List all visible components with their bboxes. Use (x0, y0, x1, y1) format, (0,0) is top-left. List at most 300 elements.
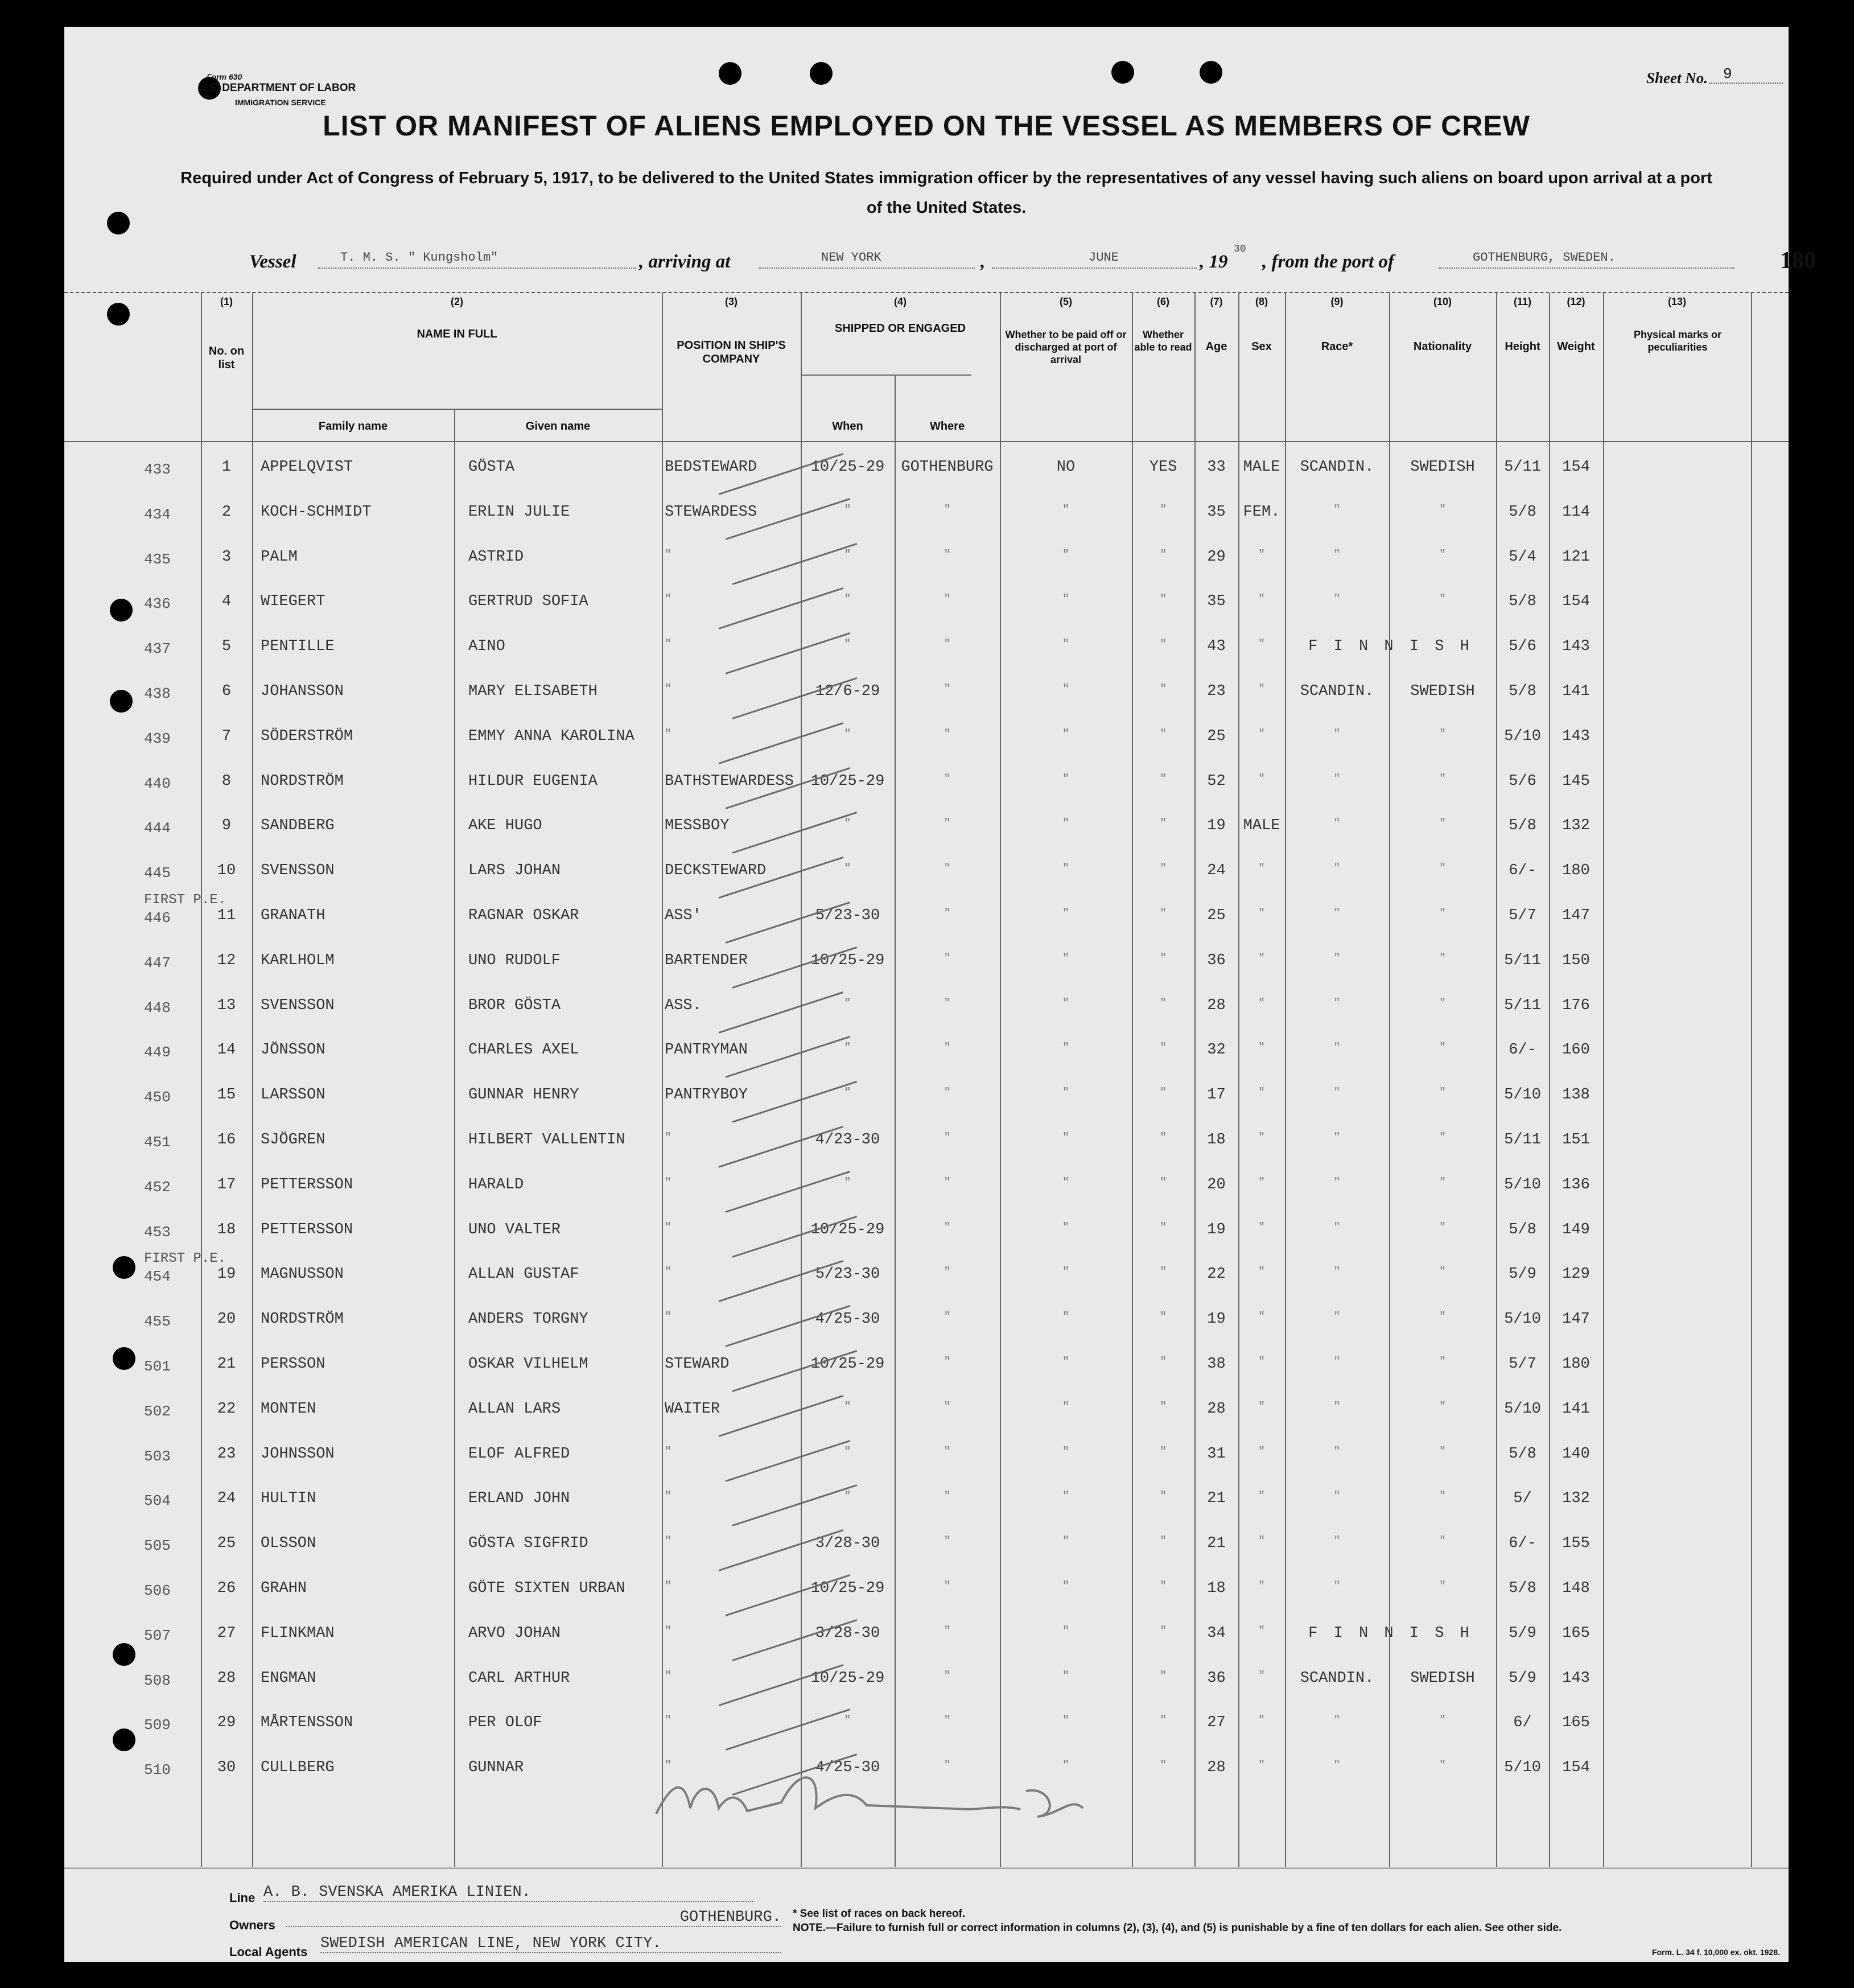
cell-family: LARSSON (261, 1086, 326, 1104)
cell-read: " (1159, 1131, 1167, 1145)
line-label: Line (229, 1891, 256, 1905)
cell-weight: 154 (1562, 593, 1590, 611)
cell-when: " (844, 1176, 851, 1189)
side-number: 502 (144, 1402, 171, 1420)
cell-position: " (665, 638, 672, 652)
cell-position: " (665, 1311, 672, 1324)
cell-where: " (944, 1311, 951, 1324)
col-num-3: (3) (725, 296, 738, 307)
cell-given: ALLAN LARS (468, 1400, 561, 1418)
cell-age: 52 (1207, 772, 1226, 790)
side-number: 440 (144, 775, 171, 792)
requirement-text: Required under Act of Congress of February 5, 1917, to be delivered to the United States immigration officer by the representatives of any vessel having such aliens on board upon arrival at a port of the United States. (180, 169, 1712, 217)
cell-age: 31 (1207, 1445, 1226, 1463)
cell-height: 5/8 (1509, 1580, 1536, 1597)
cell-family: PETTERSSON (261, 1221, 353, 1238)
cell-when: " (844, 548, 851, 562)
cell-age: 19 (1207, 1311, 1226, 1328)
cell-race: " (1333, 503, 1341, 517)
cell-read: " (1159, 593, 1167, 607)
cell-race: " (1333, 1042, 1341, 1055)
cell-paid: " (1062, 503, 1069, 517)
cell-nat: " (1439, 862, 1446, 876)
cell-read: " (1159, 997, 1167, 1010)
cell-where: " (944, 907, 951, 920)
cell-paid: " (1062, 952, 1069, 965)
cell-family: PERSSON (261, 1356, 326, 1373)
cell-paid: " (1062, 548, 1069, 562)
side-number: 455 (144, 1313, 171, 1331)
cell-weight: 149 (1562, 1221, 1590, 1238)
cell-sex: " (1258, 1266, 1265, 1279)
cell-when: 10/25-29 (810, 459, 885, 476)
cell-where: " (944, 817, 951, 831)
cell-height: 6/- (1509, 1042, 1536, 1059)
cell-nat: " (1439, 997, 1446, 1010)
cell-race: " (1333, 1535, 1341, 1549)
cell-no: 17 (217, 1176, 236, 1193)
cell-read: " (1159, 1490, 1167, 1504)
cell-height: 5/9 (1509, 1266, 1536, 1283)
cell-read: " (1159, 1759, 1167, 1773)
cell-when: " (844, 593, 851, 607)
service-name: IMMIGRATION SERVICE (235, 98, 326, 107)
cell-paid: " (1062, 1356, 1069, 1369)
cell-age: 43 (1207, 638, 1226, 656)
cell-when: 4/23-30 (815, 1131, 880, 1149)
cell-family: SANDBERG (261, 817, 335, 835)
table-row (64, 1252, 1789, 1296)
cell-age: 20 (1207, 1176, 1226, 1193)
cell-nat: " (1439, 1086, 1446, 1100)
cell-given: UNO RUDOLF (468, 952, 561, 969)
table-row (64, 1073, 1789, 1117)
cell-race: F I N N I S H (1308, 638, 1473, 656)
cell-race: " (1333, 1714, 1341, 1728)
cell-no: 11 (217, 907, 236, 924)
col-header-paid-off: Whether to be paid off or discharged at port of arrival (1005, 329, 1127, 365)
table-row (64, 759, 1789, 804)
side-number: 501 (144, 1358, 171, 1375)
cell-weight: 138 (1562, 1086, 1590, 1104)
cell-nat: " (1439, 772, 1446, 786)
cell-height: 5/11 (1504, 1131, 1541, 1149)
cell-paid: " (1062, 638, 1069, 652)
cell-position: " (665, 1221, 672, 1234)
cell-where: " (944, 1714, 951, 1728)
cell-position: PANTRYMAN (665, 1042, 748, 1059)
cell-paid: " (1062, 997, 1069, 1010)
cell-no: 23 (217, 1445, 236, 1463)
cell-weight: 136 (1562, 1176, 1590, 1193)
cell-position: ASS' (665, 907, 702, 924)
cell-where: " (944, 1490, 951, 1504)
cell-position: BARTENDER (665, 952, 748, 969)
cell-race: SCANDIN. (1300, 459, 1374, 476)
cell-no: 30 (217, 1759, 236, 1777)
cell-race: " (1333, 727, 1341, 741)
cell-family: PALM (261, 548, 298, 566)
col-num-6: (6) (1157, 296, 1169, 307)
cell-weight: 141 (1562, 683, 1590, 700)
cell-weight: 147 (1562, 1311, 1590, 1328)
year-value: 30 (1234, 244, 1246, 255)
cell-read: " (1159, 1266, 1167, 1279)
cell-paid: " (1062, 1580, 1069, 1593)
cell-age: 35 (1207, 503, 1226, 521)
punch-hole (719, 62, 741, 85)
cell-sex: " (1258, 1445, 1265, 1459)
punch-hole (107, 212, 130, 234)
cell-paid: " (1062, 1221, 1069, 1234)
cell-where: " (944, 1266, 951, 1279)
cell-position: " (665, 1535, 672, 1549)
cell-weight: 129 (1562, 1266, 1590, 1283)
cell-no: 3 (221, 548, 232, 566)
col-num-1: (1) (220, 296, 233, 307)
cell-where: " (944, 593, 951, 607)
cell-position: BATHSTEWARDESS (665, 772, 794, 790)
table-row (64, 1476, 1789, 1521)
table-row (64, 579, 1789, 624)
cell-no: 4 (221, 593, 232, 611)
cell-given: CHARLES AXEL (468, 1042, 579, 1059)
cell-weight: 165 (1562, 1714, 1590, 1732)
cell-sex: " (1258, 1400, 1265, 1414)
cell-when: 10/25-29 (810, 1580, 885, 1597)
cell-paid: " (1062, 1714, 1069, 1728)
cell-height: 5/8 (1509, 817, 1536, 835)
cell-read: " (1159, 1086, 1167, 1100)
vessel-label: Vessel (249, 252, 296, 272)
cell-nat: " (1439, 727, 1446, 741)
cell-when: 12/6-29 (815, 683, 880, 700)
cell-sex: " (1258, 1669, 1265, 1683)
cell-paid: " (1062, 907, 1069, 920)
cell-family: HULTIN (261, 1490, 316, 1508)
cell-height: 5/ (1513, 1490, 1532, 1508)
cell-nat: SWEDISH (1410, 683, 1475, 700)
cell-family: SVENSSON (261, 997, 335, 1014)
table-header (64, 293, 1789, 441)
cell-when: 10/25-29 (810, 952, 885, 969)
cell-height: 5/8 (1509, 593, 1536, 611)
cell-read: " (1159, 1400, 1167, 1414)
cell-read: " (1159, 1176, 1167, 1189)
cell-race: " (1333, 772, 1341, 786)
cell-weight: 140 (1562, 1445, 1590, 1463)
arriving-label: , arriving at (639, 252, 731, 272)
cell-where: " (944, 1131, 951, 1145)
cell-age: 17 (1207, 1086, 1226, 1104)
cell-height: 6/- (1509, 862, 1536, 880)
cell-no: 21 (217, 1356, 236, 1373)
cell-height: 5/10 (1504, 1086, 1541, 1104)
cell-where: " (944, 1221, 951, 1234)
side-number: 504 (144, 1492, 171, 1510)
table-row (64, 1566, 1789, 1611)
cell-nat: " (1439, 907, 1446, 920)
cell-family: GRAHN (261, 1580, 307, 1597)
col-header-height: Height (1505, 340, 1540, 353)
cell-age: 25 (1207, 907, 1226, 924)
cell-when: " (844, 1714, 851, 1728)
cell-sex: " (1258, 727, 1265, 741)
cell-no: 6 (221, 683, 232, 700)
cell-paid: " (1062, 1131, 1069, 1145)
cell-race: SCANDIN. (1300, 1669, 1374, 1687)
cell-given: LARS JOHAN (468, 862, 561, 880)
cell-given: GÖSTA SIGFRID (468, 1535, 588, 1553)
cell-given: ALLAN GUSTAF (468, 1266, 579, 1283)
side-number: 450 (144, 1089, 171, 1106)
cell-given: MARY ELISABETH (468, 683, 598, 700)
punch-hole (1111, 61, 1134, 84)
cell-read: " (1159, 1714, 1167, 1728)
cell-position: " (665, 1266, 672, 1279)
cell-age: 27 (1207, 1714, 1226, 1732)
cell-when: 4/25-30 (815, 1311, 880, 1328)
cell-height: 5/7 (1509, 1356, 1536, 1373)
cell-no: 26 (217, 1580, 236, 1597)
departure-port: GOTHENBURG, SWEDEN. (1439, 250, 1734, 269)
cell-position: PANTRYBOY (665, 1086, 748, 1104)
cell-family: OLSSON (261, 1535, 316, 1553)
owners-value: GOTHENBURG. (286, 1909, 781, 1927)
cell-read: " (1159, 548, 1167, 562)
side-number: 433 (144, 461, 171, 478)
table-row (64, 714, 1789, 759)
cell-family: WIEGERT (261, 593, 326, 611)
cell-sex: " (1258, 1356, 1265, 1369)
side-number: 451 (144, 1134, 171, 1151)
cell-race: " (1333, 1580, 1341, 1593)
col-num-2: (2) (451, 296, 463, 307)
cell-height: 5/10 (1504, 727, 1541, 745)
cell-race: " (1333, 997, 1341, 1010)
cell-when: 4/25-30 (815, 1759, 880, 1777)
side-number: 508 (144, 1672, 171, 1689)
cell-nat: SWEDISH (1410, 459, 1475, 476)
cell-given: AKE HUGO (468, 817, 542, 835)
col-header-no: No. on list (208, 345, 245, 371)
cell-sex: MALE (1243, 459, 1280, 476)
cell-weight: 176 (1562, 997, 1590, 1014)
cell-paid: " (1062, 1759, 1069, 1773)
cell-nat: " (1439, 503, 1446, 517)
cell-family: APPELQVIST (261, 459, 353, 476)
manifest-sheet (64, 27, 1816, 1962)
cell-sex: " (1258, 862, 1265, 876)
cell-age: 33 (1207, 459, 1226, 476)
side-note: FIRST P.E. (144, 892, 226, 908)
cell-paid: " (1062, 1400, 1069, 1414)
line-value: A. B. SVENSKA AMERIKA LINIEN. (263, 1884, 753, 1902)
cell-where: " (944, 1535, 951, 1549)
footer (229, 1879, 1789, 1959)
table-row (64, 894, 1789, 938)
side-number: 506 (144, 1582, 171, 1599)
arrival-date: JUNE (992, 250, 1197, 269)
cell-sex: MALE (1243, 817, 1280, 835)
cell-where: " (944, 727, 951, 741)
cell-sex: " (1258, 1580, 1265, 1593)
side-number: 449 (144, 1044, 171, 1061)
table-row (64, 1208, 1789, 1252)
cell-paid: " (1062, 1086, 1069, 1100)
table-row (64, 983, 1789, 1028)
cell-weight: 150 (1562, 952, 1590, 969)
col-num-4: (4) (894, 296, 907, 307)
document-title: LIST OR MANIFEST OF ALIENS EMPLOYED ON THE VESSEL AS MEMBERS OF CREW (323, 110, 1530, 142)
table-row (64, 445, 1789, 489)
side-number: 434 (144, 505, 171, 523)
cell-height: 5/9 (1509, 1624, 1536, 1642)
cell-race: " (1333, 1445, 1341, 1459)
cell-paid: " (1062, 1445, 1069, 1459)
department-name: U.S. DEPARTMENT OF LABOR (198, 82, 356, 94)
races-note: * See list of races on back hereof. (793, 1908, 966, 1920)
cell-height: 5/11 (1504, 997, 1541, 1014)
cell-position: " (665, 1624, 672, 1638)
cell-family: GRANATH (261, 907, 326, 924)
cell-race: " (1333, 1086, 1341, 1100)
cell-position: " (665, 1669, 672, 1683)
cell-when: 3/28-30 (815, 1535, 880, 1553)
cell-read: " (1159, 1356, 1167, 1369)
cell-where: " (944, 862, 951, 876)
table-row (64, 535, 1789, 579)
cell-when: 10/25-29 (810, 1356, 885, 1373)
cell-height: 5/10 (1504, 1311, 1541, 1328)
cell-family: PENTILLE (261, 638, 335, 656)
cell-no: 2 (221, 503, 232, 521)
cell-sex: " (1258, 997, 1265, 1010)
side-number: 507 (144, 1627, 171, 1644)
col-header-name: NAME IN FULL (417, 328, 497, 340)
cell-no: 5 (221, 638, 232, 656)
cell-position: STEWARD (665, 1356, 730, 1373)
cell-given: ERLAND JOHN (468, 1490, 570, 1508)
sheet-label: Sheet No. (1646, 69, 1708, 87)
cell-no: 16 (217, 1131, 236, 1149)
cell-paid: " (1062, 817, 1069, 831)
cell-age: 21 (1207, 1535, 1226, 1553)
cell-read: " (1159, 862, 1167, 876)
col-header-given: Given name (525, 420, 591, 433)
side-number: 448 (144, 999, 171, 1016)
cell-no: 29 (217, 1714, 236, 1732)
cell-nat: " (1439, 1311, 1446, 1324)
table-row (64, 669, 1789, 714)
table-row (64, 1701, 1789, 1745)
cell-given: GUNNAR (468, 1759, 524, 1777)
cell-weight: 145 (1562, 772, 1590, 790)
cell-race: " (1333, 1221, 1341, 1234)
cell-weight: 132 (1562, 1490, 1590, 1508)
col-num-10: (10) (1433, 296, 1452, 307)
cell-read: " (1159, 503, 1167, 517)
cell-read: " (1159, 1669, 1167, 1683)
cell-weight: 143 (1562, 638, 1590, 656)
cell-sex: " (1258, 952, 1265, 965)
cell-paid: " (1062, 1266, 1069, 1279)
cell-sex: " (1258, 1042, 1265, 1055)
cell-race: " (1333, 1759, 1341, 1773)
cell-position: MESSBOY (665, 817, 730, 835)
cell-given: HILBERT VALLENTIN (468, 1131, 625, 1149)
cell-family: NORDSTRÖM (261, 1311, 344, 1328)
cell-family: JOHNSSON (261, 1445, 335, 1463)
cell-race: " (1333, 817, 1341, 831)
cell-read: " (1159, 907, 1167, 920)
cell-sex: " (1258, 1131, 1265, 1145)
cell-position: " (665, 593, 672, 607)
cell-no: 28 (217, 1669, 236, 1687)
cell-no: 7 (221, 727, 232, 745)
cell-paid: NO (1056, 459, 1076, 476)
cell-height: 6/- (1509, 1535, 1536, 1553)
col-header-position: POSITION IN SHIP'S COMPANY (677, 339, 786, 365)
cell-position: ASS. (665, 997, 702, 1014)
cell-when: " (844, 1400, 851, 1414)
cell-age: 35 (1207, 593, 1226, 611)
cell-height: 5/11 (1504, 459, 1541, 476)
cell-age: 28 (1207, 997, 1226, 1014)
punch-hole (1200, 61, 1222, 84)
cell-age: 24 (1207, 862, 1226, 880)
cell-when: 10/25-29 (810, 772, 885, 790)
col-num-8: (8) (1255, 296, 1268, 307)
cell-family: ENGMAN (261, 1669, 316, 1687)
table-row (64, 624, 1789, 669)
cell-sex: " (1258, 1311, 1265, 1324)
cell-height: 5/10 (1504, 1400, 1541, 1418)
cell-given: PER OLOF (468, 1714, 542, 1732)
sheet-number: 9 (1709, 65, 1783, 84)
cell-nat: " (1439, 1490, 1446, 1504)
cell-family: CULLBERG (261, 1759, 335, 1777)
cell-sex: " (1258, 683, 1265, 696)
side-number: 454 (144, 1268, 171, 1286)
cell-position: WAITER (665, 1400, 720, 1418)
cell-where: " (944, 1669, 951, 1683)
cell-family: FLINKMAN (261, 1624, 335, 1642)
side-number: 444 (144, 820, 171, 837)
col-num-13: (13) (1667, 296, 1686, 307)
table-row (64, 1297, 1789, 1341)
side-number: 505 (144, 1537, 171, 1555)
cell-given: CARL ARTHUR (468, 1669, 570, 1687)
table-row (64, 849, 1789, 893)
col-num-9: (9) (1330, 296, 1344, 307)
cell-age: 32 (1207, 1042, 1226, 1059)
cell-where: GOTHENBURG (901, 459, 994, 476)
cell-weight: 121 (1562, 548, 1590, 566)
cell-no: 18 (217, 1221, 236, 1238)
cell-position: DECKSTEWARD (665, 862, 767, 880)
cell-height: 5/10 (1504, 1176, 1541, 1193)
cell-given: HARALD (468, 1176, 524, 1193)
cell-race: " (1333, 1131, 1341, 1145)
col-header-physical-marks: Physical marks or peculiarities (1633, 329, 1722, 353)
cell-sex: " (1258, 1176, 1265, 1189)
table-row (64, 1342, 1789, 1386)
cell-family: SÖDERSTRÖM (261, 727, 353, 745)
col-num-5: (5) (1060, 296, 1072, 307)
cell-when: " (844, 1490, 851, 1504)
cell-read: " (1159, 1221, 1167, 1234)
